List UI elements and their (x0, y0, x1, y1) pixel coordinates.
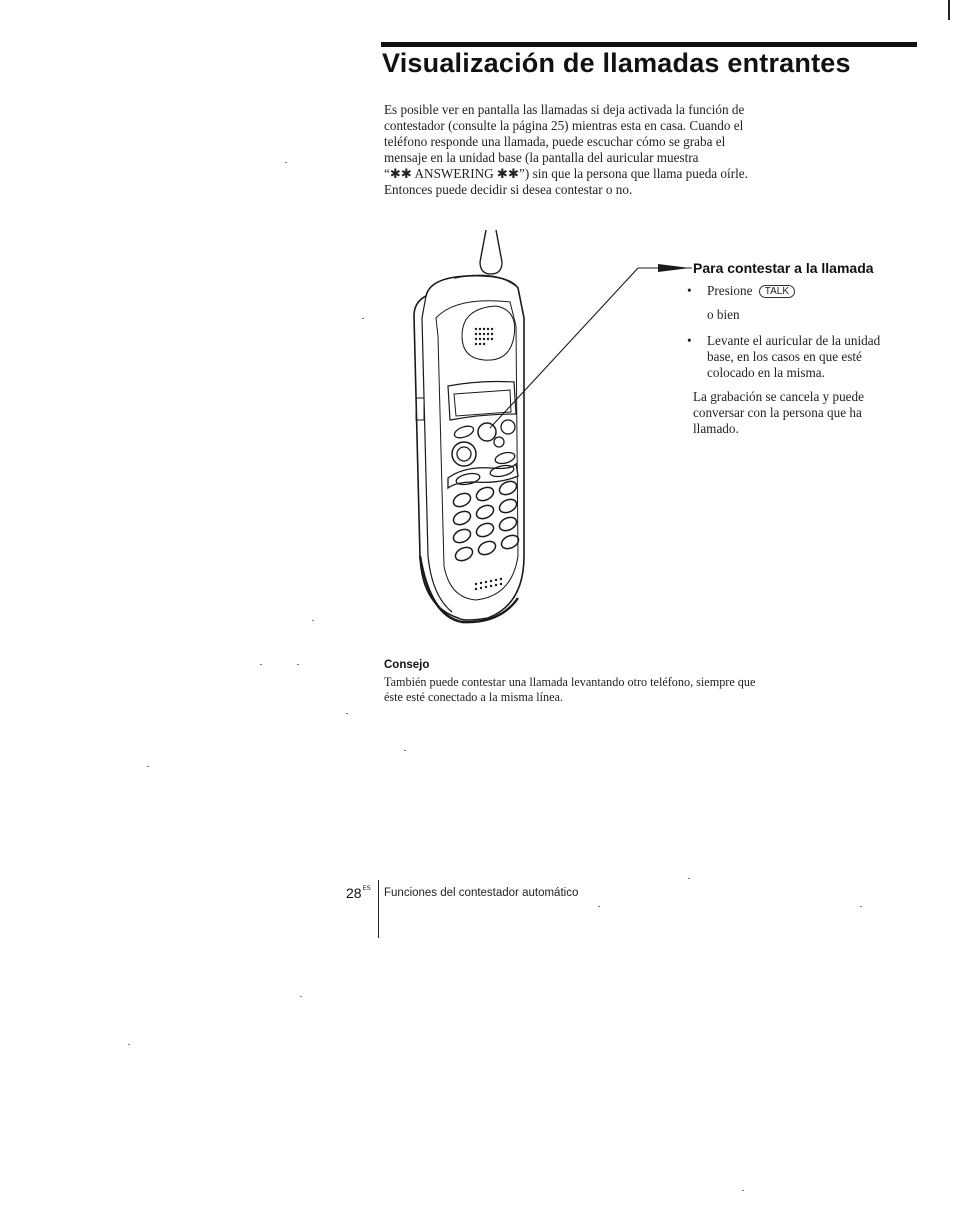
scan-speck (742, 1190, 744, 1191)
intro-line: teléfono responde una llamada, puede escuchar cómo se graba el (384, 134, 726, 149)
scan-speck (297, 664, 299, 665)
intro-paragraph (384, 102, 824, 198)
talk-key: TALK (759, 285, 795, 298)
scan-speck (128, 1044, 130, 1045)
answer-section-title: Para contestar a la llamada (693, 260, 874, 276)
intro-line: “✱✱ ANSWERING ✱✱”) sin que la persona que llama pueda oírle. (384, 166, 748, 181)
intro-line: Entonces puede decidir si desea contestar o no. (384, 182, 633, 197)
press-instruction (683, 283, 933, 299)
lift-line: • Levante el auricular de la unidad (707, 333, 881, 348)
scan-speck (362, 318, 364, 319)
intro-line: mensaje en la unidad base (la pantalla del auricular muestra (384, 150, 699, 165)
heading-rule (381, 42, 917, 47)
page-number-value: 28 (346, 885, 362, 901)
page-title: Visualización de llamadas entrantes (382, 48, 851, 78)
intro-line: contestador (consulte la página 25) mientras esta en casa. Cuando el (384, 118, 744, 133)
tip-text (384, 675, 824, 705)
tip-title: Consejo (384, 659, 430, 671)
footer-divider (378, 880, 379, 938)
scan-speck (147, 766, 149, 767)
result-line: La grabación se cancela y puede (693, 389, 864, 404)
scan-speck (285, 162, 287, 163)
scan-speck (860, 906, 862, 907)
page-number (346, 885, 371, 901)
scan-speck (688, 878, 690, 879)
answer-instructions (683, 283, 933, 437)
or-text: o bien (707, 307, 740, 322)
page-edge-mark (948, 0, 950, 20)
press-text: Presione (707, 283, 753, 298)
lift-instruction (683, 333, 933, 381)
intro-line: Es posible ver en pantalla las llamadas si deja activada la función de (384, 102, 745, 117)
tip-line: éste esté conectado a la misma línea. (384, 690, 564, 704)
cordless-handset-icon (400, 226, 700, 626)
scan-speck (598, 906, 600, 907)
scan-speck (312, 620, 314, 621)
result-text (683, 389, 933, 437)
scan-speck (300, 996, 302, 997)
scan-speck (260, 664, 262, 665)
result-line: conversar con la persona que ha (693, 405, 862, 420)
lift-line: colocado en la misma. (707, 365, 825, 380)
result-line: llamado. (693, 421, 739, 436)
scan-speck (404, 750, 406, 751)
scan-speck (346, 713, 348, 714)
footer-section-title: Funciones del contestador automático (384, 887, 579, 899)
lift-line: base, en los casos en que esté (707, 349, 862, 364)
page-number-suffix: ES (362, 886, 371, 892)
tip-line: También puede contestar una llamada levantando otro teléfono, siempre que (384, 675, 756, 689)
